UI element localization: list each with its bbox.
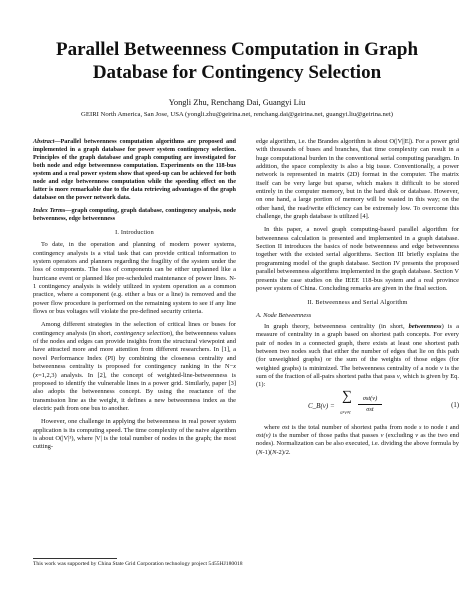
right-paragraph-2: In this paper, a novel graph computing-based parallel algorithm for betweenness calculation is presented and implemented in a graph database. Section II introduces the basics of node betweenness and edge betweenness together with the existed serial algorithms. Section III briefly explains the programming model of the graph database. Section IV presents the proposed parallel betweenness algorithms implemented in the graph database. Section V presents the case studies on the IEEE 118-bus system and a real province power system of China. Concluding remarks are given in the final section. — [256, 226, 459, 292]
text-run: σst — [281, 423, 290, 431]
text-run: σst(v) — [256, 431, 271, 439]
footnote: This work was supported by China State Grid Corporation technology project 5455HJ180018 — [33, 561, 243, 567]
text-run: is the total number of shortest paths from node — [289, 423, 419, 431]
text-run: v — [415, 431, 419, 439]
text-run: where — [264, 423, 282, 431]
affiliation: GEIRI North America, San Jose, USA (yongli.zhu@geirina.net, renchang.dai@geirina.net, guangyi.liu@geirina.net) — [81, 111, 393, 118]
intro-paragraph-3: However, one challenge in applying the betweenness in real power system application is its computing speed. The time complexity of the naive algorithm is about O(|V|³), where |V| is the total number of nodes in the graph; the most cutting- — [33, 418, 236, 451]
text-run: and — [447, 423, 459, 431]
text-run: is the number of those paths that passes — [270, 431, 381, 439]
text-run: contingency selection — [114, 329, 170, 337]
fraction-numerator: σst(v) — [362, 394, 378, 402]
text-run: ) is a measure of centrality in a graph based on shortest path concepts. For every pair of nodes in a connected graph, there exists at least one shortest path between two nodes such that either the number of edges that lie on this path (for unweighted graphs) or the sum of the weights of those edges (for weighted graphs) is minimized. The betweenness centrality of a node — [256, 322, 460, 372]
text-run: x — [233, 363, 236, 371]
text-run: , which is given by Eq. (1): — [256, 372, 459, 389]
text-run: ( — [33, 371, 36, 379]
index-terms-lead: Index Terms — [33, 207, 66, 214]
section-heading-introduction: I. Introduction — [115, 229, 154, 236]
text-run: is the sum of the fraction of all-pairs shortest paths that pass — [256, 364, 459, 380]
abstract — [33, 138, 236, 202]
text-run: v — [396, 372, 400, 380]
summation-subscript: s≠v≠t — [340, 410, 351, 416]
index-terms-text: —graph computing, graph database, contingency analysis, node betweenness, edge betweenness — [33, 207, 236, 222]
equation-fraction — [358, 395, 382, 415]
text-run: s — [418, 423, 422, 431]
text-run: to node — [421, 423, 446, 431]
text-run: as the two end nodes). Normalization can be also executed, i.e. dividing the above formula by ( — [256, 431, 459, 456]
text-run: v — [439, 364, 443, 372]
summation-symbol: ∑ — [342, 388, 352, 404]
abstract-text: —Parallel betweenness computation algorithms are proposed and implemented in a graph database for power system contingency selection. Principles of the graph database and graph computing are investigated for both node and edge betweenness computation. Experiments on the 118-bus system and a real power system show that speed-up can be achieved for both node and edge betweenness computation while the speeding effect on the latter is more remarkable due to the data retrieving advantages of the graph database on the power network data. — [33, 138, 236, 201]
node-betweenness-paragraph-1 — [256, 323, 459, 390]
left-column — [33, 138, 236, 452]
equation-1 — [256, 388, 459, 421]
text-run: (excluding — [383, 431, 416, 439]
text-run: x — [35, 371, 39, 379]
text-run: -2)/2. — [276, 448, 291, 456]
text-run: =1,2,3) analysis. In [2], the concept of weighted-line-betweenness is proposed to identify the vulnerable lines in a power grid. Similarly, paper [3] also adopts the betweenness concept. By using the reactance of the transmission line as the weight, it defines a new betweenness index as the electric path from one bus to another. — [33, 371, 236, 412]
fraction-denominator: σst — [366, 405, 374, 413]
fraction-bar — [358, 404, 382, 405]
paper-title-line-1: Parallel Betweenness Computation in Graph — [55, 39, 419, 60]
right-paragraph-1: edge algorithm, i.e. the Brandes algorithm is about O(|V||E|). For a power grid with thousands of buses and branches, that time complexity can result in a huge computational burden in the conventional serial computing paradigm. In addition, the space complexity is also a big issue. Conventionally, a power network is represented in matrix (2D) format in the computer. The matrix itself can be very large but sparse, which makes it difficult to be stored entirely in the computer memory, but in the hard disk or database. However, on one hand, a large portion of memory will be wasted in this way; on the other hand, the read/write efficiency can be extremely low. To overcome this challenge, the graph database is utilized [4]. — [256, 138, 459, 221]
equation-lhs: C_B(v) = — [308, 401, 335, 410]
section-heading-betweenness: II. Betweenness and Serial Algorithm — [307, 299, 408, 307]
footnote-rule — [33, 558, 117, 559]
subsection-heading-node-betweenness: A. Node Betweenness — [256, 311, 312, 319]
text-run: betweenness — [408, 322, 442, 330]
right-column — [256, 138, 459, 457]
text-run: -1)( — [262, 448, 273, 456]
intro-paragraph-2 — [33, 321, 236, 413]
intro-paragraph-1: To date, in the operation and planning of modern power systems, contingency analysis is a vital task that can provide critical information to system operators and planners regarding the fragility of the system under the loss of components. The loss of components can be either unplanned like a hurricane event or planned like pre-scheduled maintenance of power lines. N-1 contingency analysis is widely utilized in system operation as a common practice, where a component (e.g. either a bus or a line) is removed and the power flow procedure is performed on the remaining system to see if any line flows or bus voltages will violate the pre-defined security criteria. — [33, 241, 236, 316]
text-run: ), the betweenness values of the nodes and edges can provide insights from the structural viewpoint and have attracted more and more attention from different researchers. In [1], a novel Performance Index (PI) by combining the closeness centrality and betweenness centrality is proposed for contingency ranking in the N− — [33, 329, 236, 371]
text-run: Among different strategies in the selection of critical lines or buses for contingency analysis (in short, — [33, 321, 236, 337]
paper-title-line-2: Database for Contingency Selection — [92, 62, 382, 83]
text-run: v — [380, 431, 384, 439]
text-run: N — [258, 448, 263, 456]
node-betweenness-paragraph-2 — [256, 424, 459, 457]
equation-number: (1) — [451, 401, 459, 409]
authors: Yongli Zhu, Renchang Dai, Guangyi Liu — [168, 98, 306, 107]
text-run: In graph theory, betweenness centrality (in short, — [264, 322, 409, 330]
text-run: N — [272, 448, 277, 456]
index-terms — [33, 207, 236, 223]
text-run: t — [445, 423, 448, 431]
abstract-lead: Abstract — [33, 138, 55, 145]
